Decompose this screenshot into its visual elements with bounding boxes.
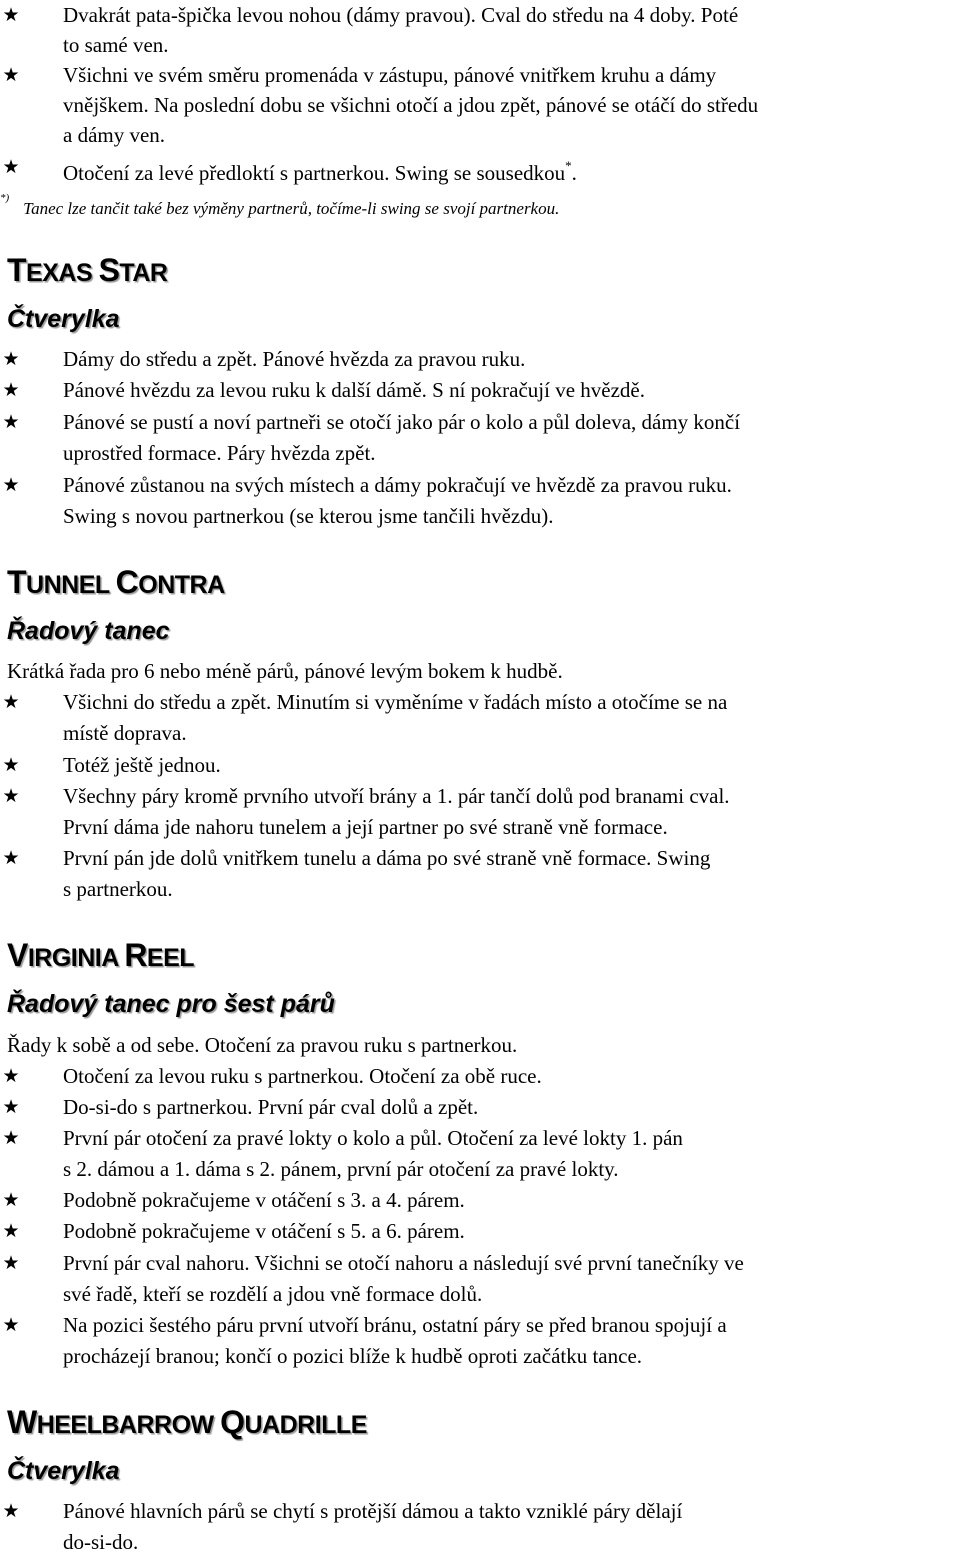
item-text: Otočení za levé předloktí s partnerkou. Swing se sousedkou*. xyxy=(63,158,577,185)
footnote xyxy=(0,190,559,223)
star-bullet-icon: ★ xyxy=(2,785,20,807)
section-title: TEXAS STAR xyxy=(7,252,168,288)
star-bullet-icon: ★ xyxy=(2,379,20,401)
star-bullet-icon: ★ xyxy=(2,754,20,776)
item-text: Otočení za levou ruku s partnerkou. Otočení za obě ruce. xyxy=(63,1064,542,1088)
section-title: VIRGINIA REEL xyxy=(7,937,195,973)
section-title: WHEELBARROW QUADRILLE xyxy=(7,1404,367,1440)
item-text: do-si-do. xyxy=(63,1530,139,1554)
item-text: Swing s novou partnerkou (se kterou jsme tančili hvězdu). xyxy=(63,504,554,528)
star-bullet-icon: ★ xyxy=(2,474,20,496)
star-bullet-icon: ★ xyxy=(2,1065,20,1087)
item-text: s 2. dámou a 1. dáma s 2. pánem, první pár otočení za pravé lokty. xyxy=(63,1157,619,1181)
star-bullet-icon: ★ xyxy=(2,4,20,26)
item-text: to samé ven. xyxy=(63,33,169,57)
star-bullet-icon: ★ xyxy=(2,156,20,178)
paragraph-text: Krátká řada pro 6 nebo méně párů, pánové levým bokem k hudbě. xyxy=(7,659,563,683)
item-text: Pánové se pustí a noví partneři se otočí jako pár o kolo a půl doleva, dámy končí xyxy=(63,410,741,434)
item-text: své řadě, kteří se rozdělí a jdou vně formace dolů. xyxy=(63,1282,483,1306)
star-bullet-icon: ★ xyxy=(2,411,20,433)
item-text: a dámy ven. xyxy=(63,123,166,147)
item-text: Pánové hvězdu za levou ruku k další dámě. S ní pokračují ve hvězdě. xyxy=(63,378,645,402)
star-bullet-icon: ★ xyxy=(2,1127,20,1149)
item-text: Všechny páry kromě prvního utvoří brány a 1. pár tančí dolů pod branami cval. xyxy=(63,784,730,808)
item-text: Podobně pokračujeme v otáčení s 5. a 6. párem. xyxy=(63,1219,465,1243)
item-text: s partnerkou. xyxy=(63,877,173,901)
section-title: TUNNEL CONTRA xyxy=(7,564,225,600)
section-subtitle: Čtverylka xyxy=(7,1457,120,1485)
item-text: Podobně pokračujeme v otáčení s 3. a 4. párem. xyxy=(63,1188,465,1212)
footnote-mark: * xyxy=(565,158,572,173)
section-subtitle: Řadový tanec xyxy=(7,617,170,645)
item-text: Dvakrát pata-špička levou nohou (dámy pravou). Cval do středu na 4 doby. Poté xyxy=(63,3,739,27)
item-text: Do-si-do s partnerkou. První pár cval dolů a zpět. xyxy=(63,1095,479,1119)
star-bullet-icon: ★ xyxy=(2,1252,20,1274)
item-text: vnějškem. Na poslední dobu se všichni otočí a jdou zpět, pánové se otáčí do středu xyxy=(63,93,759,117)
item-text: Totéž ještě jednou. xyxy=(63,753,221,777)
item-text: Pánové hlavních párů se chytí s protější dámou a takto vzniklé páry dělají xyxy=(63,1499,683,1523)
star-bullet-icon: ★ xyxy=(2,691,20,713)
item-text: První pár cval nahoru. Všichni se otočí nahoru a následují své první tanečníky ve xyxy=(63,1251,744,1275)
item-text: uprostřed formace. Páry hvězda zpět. xyxy=(63,441,376,465)
item-text: První dáma jde nahoru tunelem a její partner po své straně vně formace. xyxy=(63,815,668,839)
item-text: Všichni ve svém směru promenáda v zástupu, pánové vnitřkem kruhu a dámy xyxy=(63,63,717,87)
paragraph-text: Řady k sobě a od sebe. Otočení za pravou ruku s partnerkou. xyxy=(7,1033,518,1057)
item-text: Pánové zůstanou na svých místech a dámy pokračují ve hvězdě za pravou ruku. xyxy=(63,473,732,497)
footnote-text: Tanec lze tančit také bez výměny partnerů, točíme-li swing se svojí partnerkou. xyxy=(23,198,560,218)
item-text: První pán jde dolů vnitřkem tunelu a dáma po své straně vně formace. Swing xyxy=(63,846,711,870)
star-bullet-icon: ★ xyxy=(2,847,20,869)
item-text: Na pozici šestého páru první utvoří bránu, ostatní páry se před branou spojují a xyxy=(63,1313,727,1337)
item-text: Dámy do středu a zpět. Pánové hvězda za pravou ruku. xyxy=(63,347,526,371)
item-text: procházejí branou; končí o pozici blíže k hudbě oproti začátku tance. xyxy=(63,1344,643,1368)
item-text: místě doprava. xyxy=(63,721,187,745)
star-bullet-icon: ★ xyxy=(2,1500,20,1522)
footnote-mark: *) xyxy=(0,192,10,204)
section-subtitle: Čtverylka xyxy=(7,305,120,333)
star-bullet-icon: ★ xyxy=(2,1096,20,1118)
item-text: Všichni do středu a zpět. Minutím si vyměníme v řadách místo a otočíme se na xyxy=(63,690,728,714)
section-subtitle: Řadový tanec pro šest párů xyxy=(7,990,335,1018)
star-bullet-icon: ★ xyxy=(2,1220,20,1242)
item-text: První pár otočení za pravé lokty o kolo a půl. Otočení za levé lokty 1. pán xyxy=(63,1126,683,1150)
star-bullet-icon: ★ xyxy=(2,1189,20,1211)
star-bullet-icon: ★ xyxy=(2,348,20,370)
star-bullet-icon: ★ xyxy=(2,64,20,86)
star-bullet-icon: ★ xyxy=(2,1314,20,1336)
